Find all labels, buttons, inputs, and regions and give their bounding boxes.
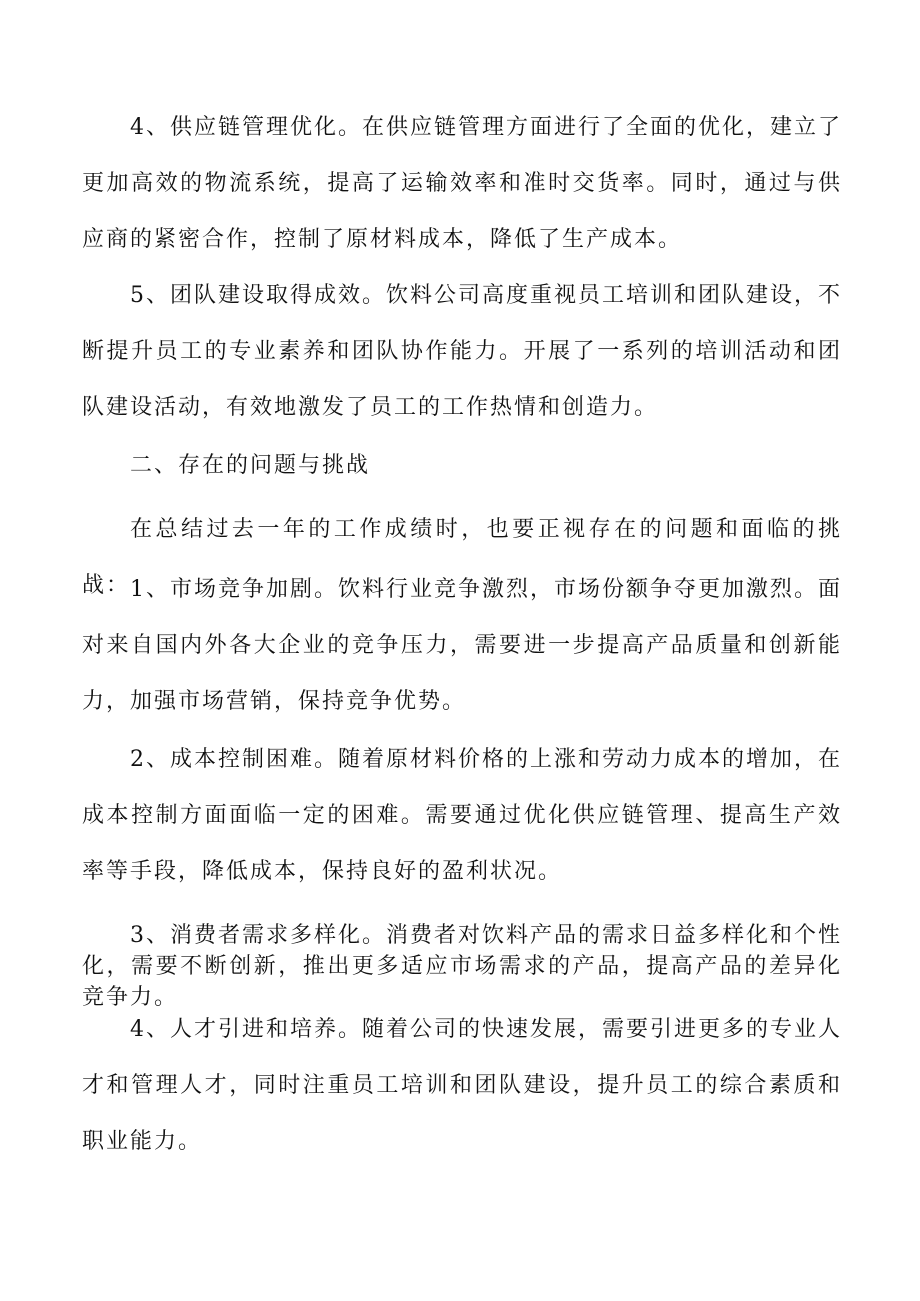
paragraph-cost-control: 2、成本控制困难。随着原材料价格的上涨和劳动力成本的增加，在成本控制方面面临一定的困难。需要通过优化供应链管理、提高生产效率等手段，降低成本，保持良好的盈利状况。	[82, 747, 842, 884]
paragraph-team-building: 5、团队建设取得成效。饮料公司高度重视员工培训和团队建设，不断提升员工的专业素养和团队协作能力。开展了一系列的培训活动和团队建设活动，有效地激发了员工的工作热情和创造力。	[82, 283, 842, 420]
paragraph-market-competition: 1、市场竞争加剧。饮料行业竞争激烈，市场份额争夺更加激烈。面对来自国内外各大企业的竞争压力，需要进一步提高产品质量和创新能力，加强市场营销，保持竞争优势。	[82, 577, 842, 714]
section-heading-problems: 二、存在的问题与挑战	[130, 453, 371, 478]
paragraph-talent: 4、人才引进和培养。随着公司的快速发展，需要引进更多的专业人才和管理人才，同时注重员工培训和团队建设，提升员工的综合素质和职业能力。	[82, 1017, 842, 1154]
paragraph-intro-challenges: 在总结过去一年的工作成绩时，也要正视存在的问题和面临的挑战：	[82, 517, 842, 598]
paragraph-consumer-demand: 3、消费者需求多样化。消费者对饮料产品的需求日益多样化和个性化，需要不断创新，推出更多适应市场需求的产品，提高产品的差异化竞争力。	[82, 923, 842, 1010]
paragraph-supply-chain: 4、供应链管理优化。在供应链管理方面进行了全面的优化，建立了更加高效的物流系统，提高了运输效率和准时交货率。同时，通过与供应商的紧密合作，控制了原材料成本，降低了生产成本。	[82, 115, 842, 252]
